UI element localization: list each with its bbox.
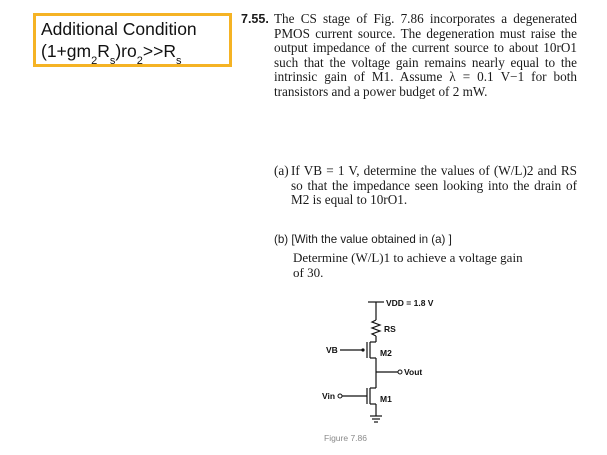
callout-formula: $(1+gm_2R_s)ro_2>>R_s$ [41, 41, 182, 67]
vb-label: VB [326, 345, 338, 355]
callout-title: Additional Condition [41, 19, 197, 39]
vb-node [361, 348, 364, 351]
vdd-label: VDD = 1.8 V [386, 298, 434, 308]
part-a-label: (a) [274, 163, 289, 178]
part-b-text: Determine (W/L)1 to achieve a voltage gain of 30. [293, 250, 523, 280]
problem-intro: The CS stage of Fig. 7.86 incorporates a degenerated PMOS current source. The degeneration must raise the output impedance of the current source to about 10rO1 such that the voltage gain remains nearly equal to the intrinsic gain of M1. Assume λ = 0.1 V−1 for both transistors and a power budget of 2 mW. [274, 11, 577, 99]
rs-label: RS [384, 324, 396, 334]
m1-label: M1 [380, 394, 392, 404]
vin-label: Vin [322, 391, 336, 401]
cs-stage-schematic [320, 292, 450, 442]
vout-terminal [398, 370, 402, 374]
problem-number: 7.55. [241, 12, 269, 26]
vout-label: Vout [404, 367, 423, 377]
vin-terminal [338, 394, 342, 398]
part-b-label: (b) [With the value obtained in (a) ] [274, 233, 452, 246]
rs-resistor [372, 320, 380, 336]
figure-caption: Figure 7.86 [324, 433, 367, 443]
additional-condition-callout [33, 13, 232, 67]
m2-label: M2 [380, 348, 392, 358]
part-a-text: If VB = 1 V, determine the values of (W/L)2 and RS so that the impedance seen looking into the drain of M2 is equal to 10rO1. [291, 163, 577, 208]
